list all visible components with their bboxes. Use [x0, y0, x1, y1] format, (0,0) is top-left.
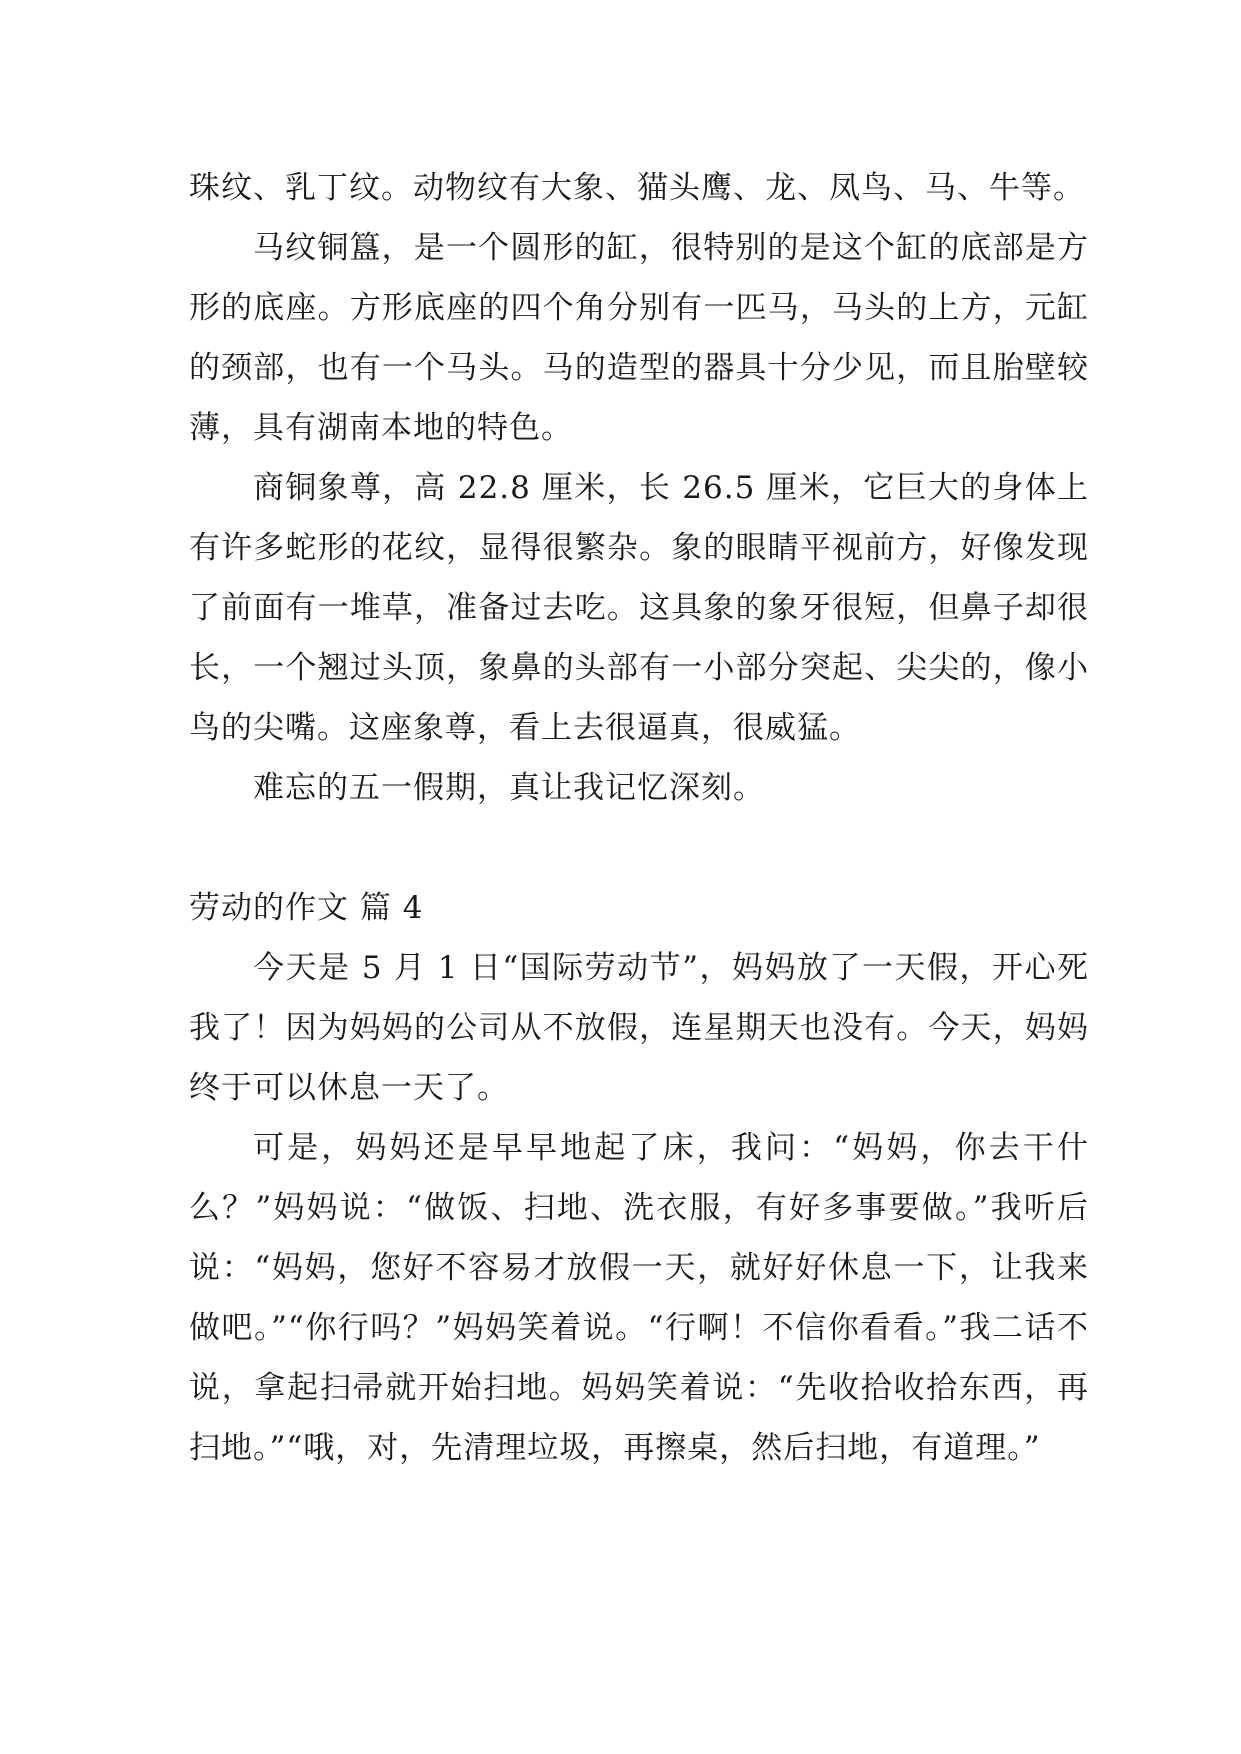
paragraph-elephant-zun: 商铜象尊，高 22.8 厘米，长 26.5 厘米，它巨大的身体上有许多蛇形的花纹，显得很繁杂。象的眼睛平视前方，好像发现了前面有一堆草，准备过去吃。这具象的象牙很短，但鼻子却很长，一个翘过头顶，象鼻的头部有一小部分突起、尖尖的，像小鸟的尖嘴。这座象尊，看上去很逼真，很威猛。	[189, 470, 1089, 746]
paragraph-horse-vessel: 马纹铜簋，是一个圆形的缸，很特别的是这个缸的底部是方形的底座。方形底座的四个角分别有一匹马，马头的上方，元缸的颈部，也有一个马头。马的造型的器具十分少见，而且胎壁较薄，具有湖南本地的特色。	[189, 230, 1089, 446]
paragraph-labor-day: 今天是 5 月 1 日“国际劳动节”，妈妈放了一天假，开心死我了！因为妈妈的公司从不放假，连星期天也没有。今天，妈妈终于可以休息一天了。	[189, 950, 1089, 1106]
paragraph-continuation: 珠纹、乳丁纹。动物纹有大象、猫头鹰、龙、凤鸟、马、牛等。	[189, 170, 1085, 206]
section-heading: 劳动的作文 篇 4	[189, 890, 424, 926]
document-body	[189, 158, 1089, 1478]
paragraph-closing: 难忘的五一假期，真让我记忆深刻。	[253, 770, 765, 806]
paragraph-chores: 可是，妈妈还是早早地起了床，我问：“妈妈，你去干什么？”妈妈说：“做饭、扫地、洗衣服，有好多事要做。”我听后说：“妈妈，您好不容易才放假一天，就好好休息一下，让我来做吧。”“你行吗？”妈妈笑着说。“行啊！不信你看看。”我二话不说，拿起扫帚就开始扫地。妈妈笑着说：“先收拾收拾东西，再扫地。”“哦，对，先清理垃圾，再擦桌，然后扫地，有道理。”	[189, 1130, 1089, 1466]
